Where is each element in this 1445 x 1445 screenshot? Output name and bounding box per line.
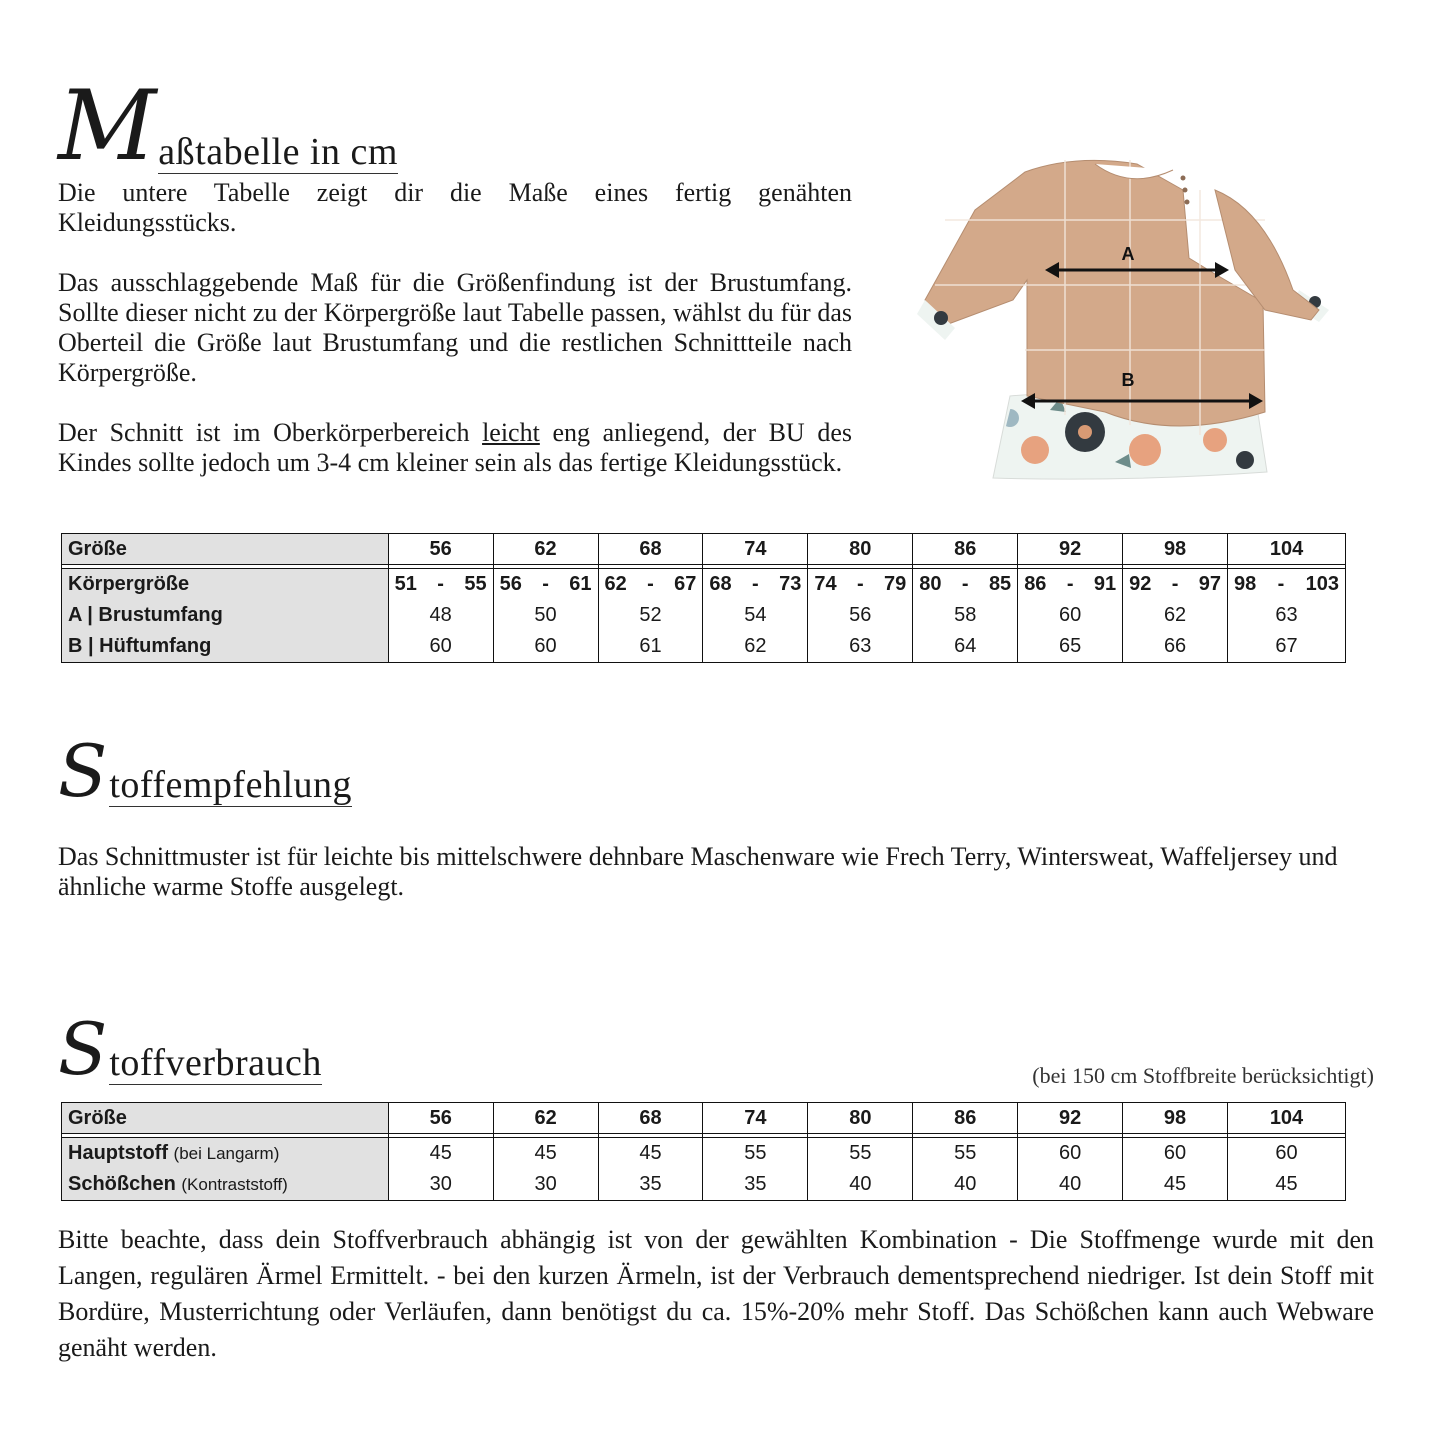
height-range: 68 - 73 [709, 573, 802, 595]
table-cell: 60 [1018, 600, 1123, 631]
table-cell: 63 [808, 631, 913, 663]
size-header-cell: 56 [388, 1103, 493, 1134]
size-header-cell: 86 [913, 534, 1018, 565]
intro-paragraph-1: Die untere Tabelle zeigt dir die Maße eines fertig genähten Kleidungsstücks. [58, 178, 852, 237]
table-cell: 55 [703, 1138, 808, 1170]
table-cell: 60 [493, 631, 598, 663]
table-cell: 45 [388, 1138, 493, 1170]
fit-underlined-word: leicht [482, 418, 540, 447]
size-header-cell: 104 [1228, 534, 1346, 565]
table-cell: 65 [1018, 631, 1123, 663]
table-cell: 56 [808, 600, 913, 631]
size-chart-heading-initial: M [58, 70, 157, 182]
fabric-width-note: (bei 150 cm Stoffbreite berücksichtigt) [1032, 1063, 1374, 1088]
table-row [62, 600, 1346, 631]
size-header-cell: 68 [598, 1103, 703, 1134]
shirt-body [917, 160, 1329, 435]
table-cell: 45 [1123, 1169, 1228, 1201]
table-cell: 62 [703, 631, 808, 663]
size-header-cell: 80 [808, 534, 913, 565]
table-cell: 66 [1123, 631, 1228, 663]
fabric-recommendation-heading-initial: S [58, 729, 108, 813]
size-chart-table [61, 533, 1346, 663]
size-chart-heading-rest: aßtabelle in cm [158, 131, 398, 173]
table-cell: 50 [493, 600, 598, 631]
size-header-cell: 68 [598, 534, 703, 565]
table-cell: 35 [703, 1169, 808, 1201]
table-cell: 54 [703, 600, 808, 631]
table-cell: 30 [493, 1169, 598, 1201]
row-label: B | Hüftumfang [62, 631, 389, 663]
fabric-consumption-table [61, 1102, 1346, 1201]
size-chart-header-row [62, 534, 1346, 565]
fit-paragraph: Der Schnitt ist im Oberkörperbereich leicht eng anliegend, der BU des Kindes sollte jedoch um 3-4 cm kleiner sein als das fertige Kleidungsstück. [58, 418, 852, 477]
height-range: 92 - 97 [1129, 573, 1222, 595]
table-cell: 64 [913, 631, 1018, 663]
table-cell: 61 [598, 631, 703, 663]
height-range: 80 - 85 [919, 573, 1012, 595]
measure-b-label: B [1121, 370, 1135, 390]
table-cell: 62 [1123, 600, 1228, 631]
table-cell: 35 [598, 1169, 703, 1201]
table-row [62, 1169, 1346, 1201]
table-cell: 60 [1018, 1138, 1123, 1170]
table-cell: 55 [808, 1138, 913, 1170]
header-label-cell: Größe [62, 1103, 389, 1134]
table-cell: 60 [388, 631, 493, 663]
size-header-cell: 80 [808, 1103, 913, 1134]
table-cell: 58 [913, 600, 1018, 631]
table-cell: 40 [913, 1169, 1018, 1201]
table-cell: 60 [1123, 1138, 1228, 1170]
size-header-cell: 74 [703, 1103, 808, 1134]
fabric-recommendation-text: Das Schnittmuster ist für leichte bis mittelschwere dehnbare Maschenware wie Frech Terry, Wintersweat, Waffeljersey und ähnliche warme Stoffe ausgelegt. [58, 842, 1338, 901]
size-header-cell: 62 [493, 534, 598, 565]
size-header-cell: 92 [1018, 534, 1123, 565]
size-chart-heading [58, 70, 398, 182]
size-header-cell: 86 [913, 1103, 1018, 1134]
row-label: Körpergröße [62, 569, 389, 601]
header-label-cell: Größe [62, 534, 389, 565]
row-label-note: (Kontraststoff) [181, 1175, 288, 1194]
row-label: Schößchen (Kontraststoff) [62, 1169, 389, 1201]
size-header-cell: 98 [1123, 1103, 1228, 1134]
fabric-recommendation-heading [58, 729, 353, 813]
fabric-recommendation-heading-rest: toffempfehlung [109, 764, 353, 806]
fabric-consumption-heading-initial: S [58, 1007, 108, 1091]
table-row [62, 631, 1346, 663]
height-range: 74 - 79 [814, 573, 907, 595]
table-cell: 52 [598, 600, 703, 631]
fabric-consumption-heading-rest: toffverbrauch [109, 1042, 322, 1084]
height-range: 86 - 91 [1024, 573, 1117, 595]
height-range: 51 - 55 [394, 573, 487, 595]
height-range: 98 - 103 [1234, 573, 1339, 595]
table-cell: 45 [598, 1138, 703, 1170]
fabric-consumption-text: Bitte beachte, dass dein Stoffverbrauch abhängig ist von der gewählten Kombination - Die Stoffmenge wurde mit den Langen, regulären Ärmel Ermittelt. - bei den kurzen Ärmeln, ist der Verbrauch dementsprechend niedriger. Ist dein Stoff mit Bordüre, Musterrichtung oder Verläufen, dann benötigst du ca. 15%-20% mehr Stoff. Das Schößchen kann auch Webware genäht werden. [58, 1225, 1374, 1362]
size-header-cell: 92 [1018, 1103, 1123, 1134]
height-range: 62 - 67 [604, 573, 697, 595]
table-cell: 30 [388, 1169, 493, 1201]
size-header-cell: 74 [703, 534, 808, 565]
fabric-consumption-heading [58, 1007, 322, 1091]
size-header-cell: 56 [388, 534, 493, 565]
table-cell: 40 [1018, 1169, 1123, 1201]
table-cell: 45 [1228, 1169, 1346, 1201]
table-row [62, 569, 1346, 601]
size-chart-intro [58, 178, 852, 478]
row-label: A | Brustumfang [62, 600, 389, 631]
table-cell: 55 [913, 1138, 1018, 1170]
row-label-note: (bei Langarm) [173, 1144, 280, 1163]
table-row [62, 1138, 1346, 1170]
table-cell: 67 [1228, 631, 1346, 663]
consumption-header-row [62, 1103, 1346, 1134]
table-cell: 40 [808, 1169, 913, 1201]
height-range: 56 - 61 [499, 573, 592, 595]
table-cell: 45 [493, 1138, 598, 1170]
garment-illustration [915, 150, 1375, 485]
size-header-cell: 62 [493, 1103, 598, 1134]
table-cell: 60 [1228, 1138, 1346, 1170]
intro-paragraph-2: Das ausschlaggebende Maß für die Größenfindung ist der Brustumfang. Sollte dieser nicht zu der Körpergröße laut Tabelle passen, wählst du für das Oberteil die Größe laut Brustumfang und die restlichen Schnittteile nach Körpergröße. [58, 268, 852, 387]
size-header-cell: 98 [1123, 534, 1228, 565]
size-header-cell: 104 [1228, 1103, 1346, 1134]
measure-a-label: A [1121, 244, 1135, 264]
table-cell: 48 [388, 600, 493, 631]
row-label: Hauptstoff (bei Langarm) [62, 1138, 389, 1170]
table-cell: 63 [1228, 600, 1346, 631]
